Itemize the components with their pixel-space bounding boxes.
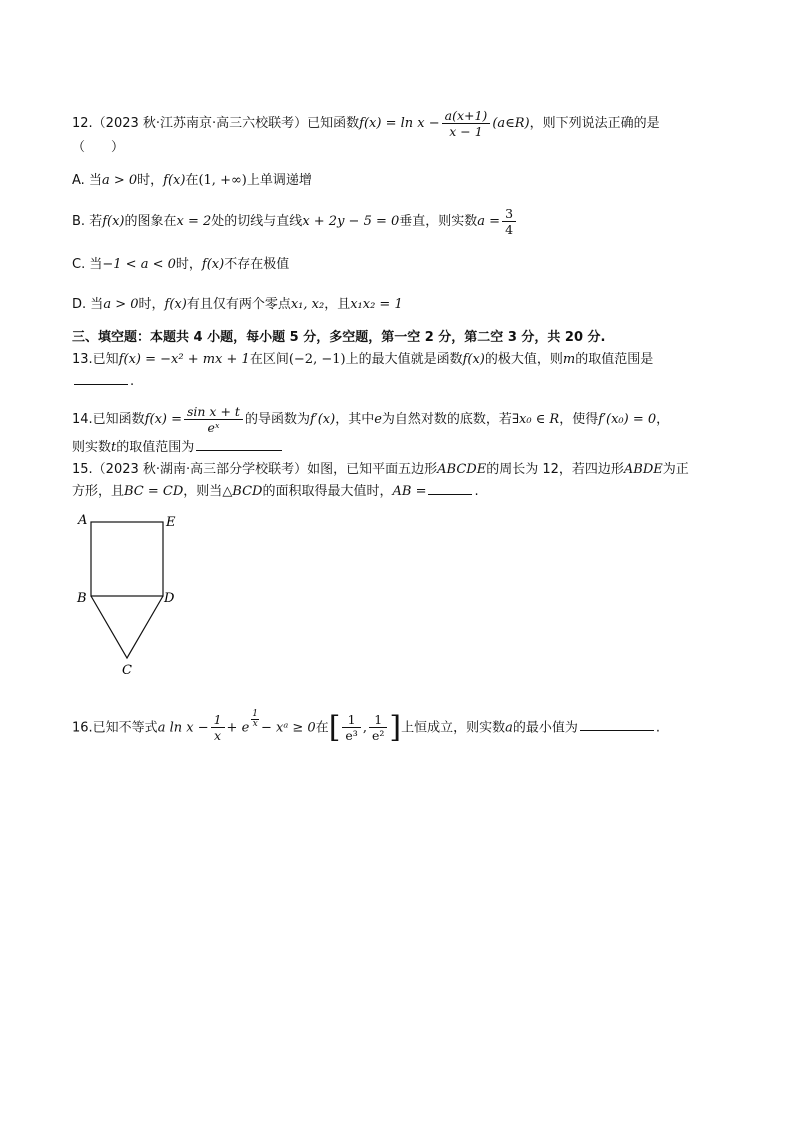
- q13-text-1: 13.已知: [72, 352, 119, 367]
- q13-math-3: f(x): [462, 352, 485, 367]
- q13-answer-line: [72, 372, 134, 390]
- q16-math-1: a ln x −: [157, 720, 209, 736]
- q15-text-3: 为正: [662, 462, 689, 477]
- q15-end: .: [474, 484, 479, 499]
- option-c-text-3: 不存在极值: [224, 257, 290, 272]
- vertex-label-b: B: [77, 591, 87, 606]
- option-d-math-4: x₁x₂ = 1: [350, 297, 403, 312]
- q15-line2-text-1: 方形，且: [72, 484, 125, 499]
- q16-interval-right-den: e²: [371, 728, 385, 744]
- option-c-text-2: 时，: [175, 257, 202, 272]
- q16-math-2: + e: [226, 720, 250, 736]
- vertex-label-e: E: [166, 515, 176, 530]
- option-b-numerator: 3: [502, 206, 516, 222]
- q16-interval-left: [342, 712, 360, 743]
- option-b-math-1: f(x): [102, 214, 125, 229]
- q13-math-4: m: [562, 352, 576, 367]
- q14-math-4: ∃x₀ ∈ R: [511, 412, 560, 427]
- option-a-text-4: 上单调递增: [246, 173, 312, 188]
- interval-left-bracket: [: [328, 709, 341, 745]
- q16-end: .: [655, 720, 661, 736]
- q16-stem: [72, 710, 660, 743]
- q15-math-2: ABDE: [623, 462, 663, 477]
- option-b-text-1: 若: [89, 214, 103, 229]
- q16-interval-left-num: 1: [342, 712, 360, 728]
- q14-text-5: ，使得: [559, 412, 599, 427]
- q12-fraction: [442, 108, 491, 139]
- option-b-math-3: x + 2y − 5 = 0: [302, 214, 400, 229]
- q12-suffix: ，则下列说法正确的是: [529, 116, 660, 131]
- q15-stem: [72, 462, 689, 478]
- q14-line2-text-1: 则实数: [72, 440, 112, 455]
- q13-math-2: (−2, −1): [288, 352, 346, 367]
- q15-line2-math-2: △BCD: [222, 484, 263, 499]
- option-d-math-2: f(x): [164, 297, 187, 312]
- option-d-math-1: a > 0: [103, 297, 139, 312]
- vertex-label-a: A: [78, 513, 88, 528]
- q13-text-3: 上的最大值就是函数: [345, 352, 463, 367]
- q14-line2-text-2: 的取值范围为: [116, 440, 195, 455]
- q14-text-6: ，: [656, 412, 670, 427]
- q12-stem: [72, 108, 660, 139]
- q15-text-1: 15.（2023 秋·湖南·高三部分学校联考）如图，已知平面五边形: [72, 462, 438, 477]
- q14-fraction: [184, 404, 243, 435]
- q16-text-3: 上恒成立，则实数: [401, 720, 506, 736]
- q12-option-d: [72, 297, 403, 313]
- q16-interval-right: [369, 712, 387, 743]
- section-heading: 三、填空题：本题共 4 小题，每小题 5 分，多空题，第一空 2 分，第二空 3 分，共 20 分.: [72, 330, 606, 345]
- option-c-math-1: −1 < a < 0: [102, 257, 176, 272]
- q15-line2-text-3: 的面积取得最大值时，: [262, 484, 393, 499]
- q16-math-4: a: [505, 720, 513, 736]
- q15-line2-math-1: BC = CD: [124, 484, 184, 499]
- q12-option-b: [72, 206, 518, 237]
- option-d-text-4: ，且: [324, 297, 351, 312]
- interval-right-bracket: ]: [389, 709, 402, 745]
- option-c-label: C.: [72, 257, 86, 272]
- q16-interval-right-num: 1: [369, 712, 387, 728]
- q12-domain: (a∈R): [492, 116, 530, 131]
- q16-answer-blank[interactable]: [580, 718, 654, 731]
- q16-exponent-denominator: x: [252, 719, 258, 729]
- q16-text-1: 16.已知不等式: [72, 720, 158, 736]
- option-d-math-3: x₁, x₂: [290, 297, 325, 312]
- q16-exponent-fraction: [251, 710, 259, 729]
- q16-math-3: − xᵃ ≥ 0: [261, 720, 316, 736]
- q12-option-c: [72, 257, 289, 273]
- option-c-math-2: f(x): [201, 257, 225, 272]
- q15-line2-math-3: AB =: [392, 484, 427, 499]
- q15-line-2: [72, 482, 479, 500]
- q16-fraction: [211, 712, 225, 743]
- option-b-text-2: 的图象在: [124, 214, 177, 229]
- q14-math-2: f′(x): [309, 412, 336, 427]
- option-d-text-3: 有且仅有两个零点: [186, 297, 291, 312]
- option-d-text-1: 当: [90, 297, 104, 312]
- q15-math-1: ABCDE: [437, 462, 487, 477]
- q13-answer-blank[interactable]: [74, 372, 128, 385]
- option-a-text-2: 时，: [137, 173, 164, 188]
- q16-exponent-numerator: 1: [252, 709, 258, 719]
- option-b-fraction: [502, 206, 516, 237]
- q13-text-5: 的取值范围是: [575, 352, 654, 367]
- vertex-label-c: C: [122, 663, 132, 678]
- q16-interval-left-den: e³: [345, 728, 358, 744]
- q14-answer-blank[interactable]: [196, 438, 282, 451]
- option-b-text-4: 垂直，则实数: [399, 214, 478, 229]
- q13-text-2: 在区间: [249, 352, 289, 367]
- q12-prefix: 12.（2023 秋·江苏南京·高三六校联考）已知函数: [72, 116, 360, 131]
- q13-end: .: [130, 374, 135, 389]
- option-b-math-2: x = 2: [176, 214, 212, 229]
- q13-math-1: f(x) = −x² + mx + 1: [118, 352, 250, 367]
- q15-answer-blank[interactable]: [428, 482, 472, 495]
- option-b-denominator: 4: [505, 222, 514, 237]
- q16-fraction-numerator: 1: [211, 712, 225, 728]
- q16-text-4: 的最小值为: [512, 720, 578, 736]
- q14-stem: [72, 404, 669, 435]
- q14-text-2: 的导函数为: [244, 412, 310, 427]
- interval-comma: ,: [362, 720, 367, 736]
- q15-pentagon-figure: [72, 508, 192, 680]
- q14-line2-math-1: t: [111, 440, 117, 455]
- option-a-math-3: (1, +∞): [198, 173, 247, 188]
- q14-math-5: f′(x₀) = 0: [598, 412, 657, 427]
- q16-text-2: 在: [315, 720, 329, 736]
- q12-fraction-denominator: x − 1: [449, 124, 483, 139]
- q14-math-3: e: [374, 412, 382, 427]
- option-d-label: D.: [72, 297, 87, 312]
- option-a-label: A.: [72, 173, 85, 188]
- q12-option-a: [72, 173, 312, 189]
- q14-numerator: sin x + t: [184, 404, 243, 420]
- option-a-math-1: a > 0: [101, 173, 138, 188]
- q13-stem: [72, 352, 653, 368]
- q15-text-2: 的周长为 12，若四边形: [486, 462, 624, 477]
- q14-text-1: 14.已知函数: [72, 412, 145, 427]
- q13-text-4: 的极大值，则: [484, 352, 563, 367]
- option-a-text-1: 当: [88, 173, 102, 188]
- q14-denominator: eˣ: [207, 420, 220, 435]
- square-abde: [91, 522, 163, 596]
- option-c-text-1: 当: [89, 257, 103, 272]
- option-a-math-2: f(x): [163, 173, 186, 188]
- option-a-text-3: 在: [185, 173, 199, 188]
- q14-math-1: f(x) =: [144, 412, 182, 427]
- q14-text-3: ，其中: [335, 412, 375, 427]
- option-b-math-4: a =: [477, 214, 501, 229]
- option-b-label: B.: [72, 214, 86, 229]
- q12-fraction-numerator: a(x+1): [442, 108, 491, 124]
- q15-line2-text-2: ，则当: [183, 484, 223, 499]
- q14-line-2: [72, 438, 284, 456]
- q12-function-lhs: f(x) = ln x −: [359, 116, 440, 131]
- triangle-bcd: [91, 596, 163, 658]
- q16-fraction-denominator: x: [214, 728, 222, 744]
- option-d-text-2: 时，: [138, 297, 165, 312]
- vertex-label-d: D: [164, 591, 175, 606]
- q12-answer-paren: （ ）: [72, 140, 125, 155]
- q14-text-4: 为自然对数的底数，若: [381, 412, 512, 427]
- option-b-text-3: 处的切线与直线: [211, 214, 303, 229]
